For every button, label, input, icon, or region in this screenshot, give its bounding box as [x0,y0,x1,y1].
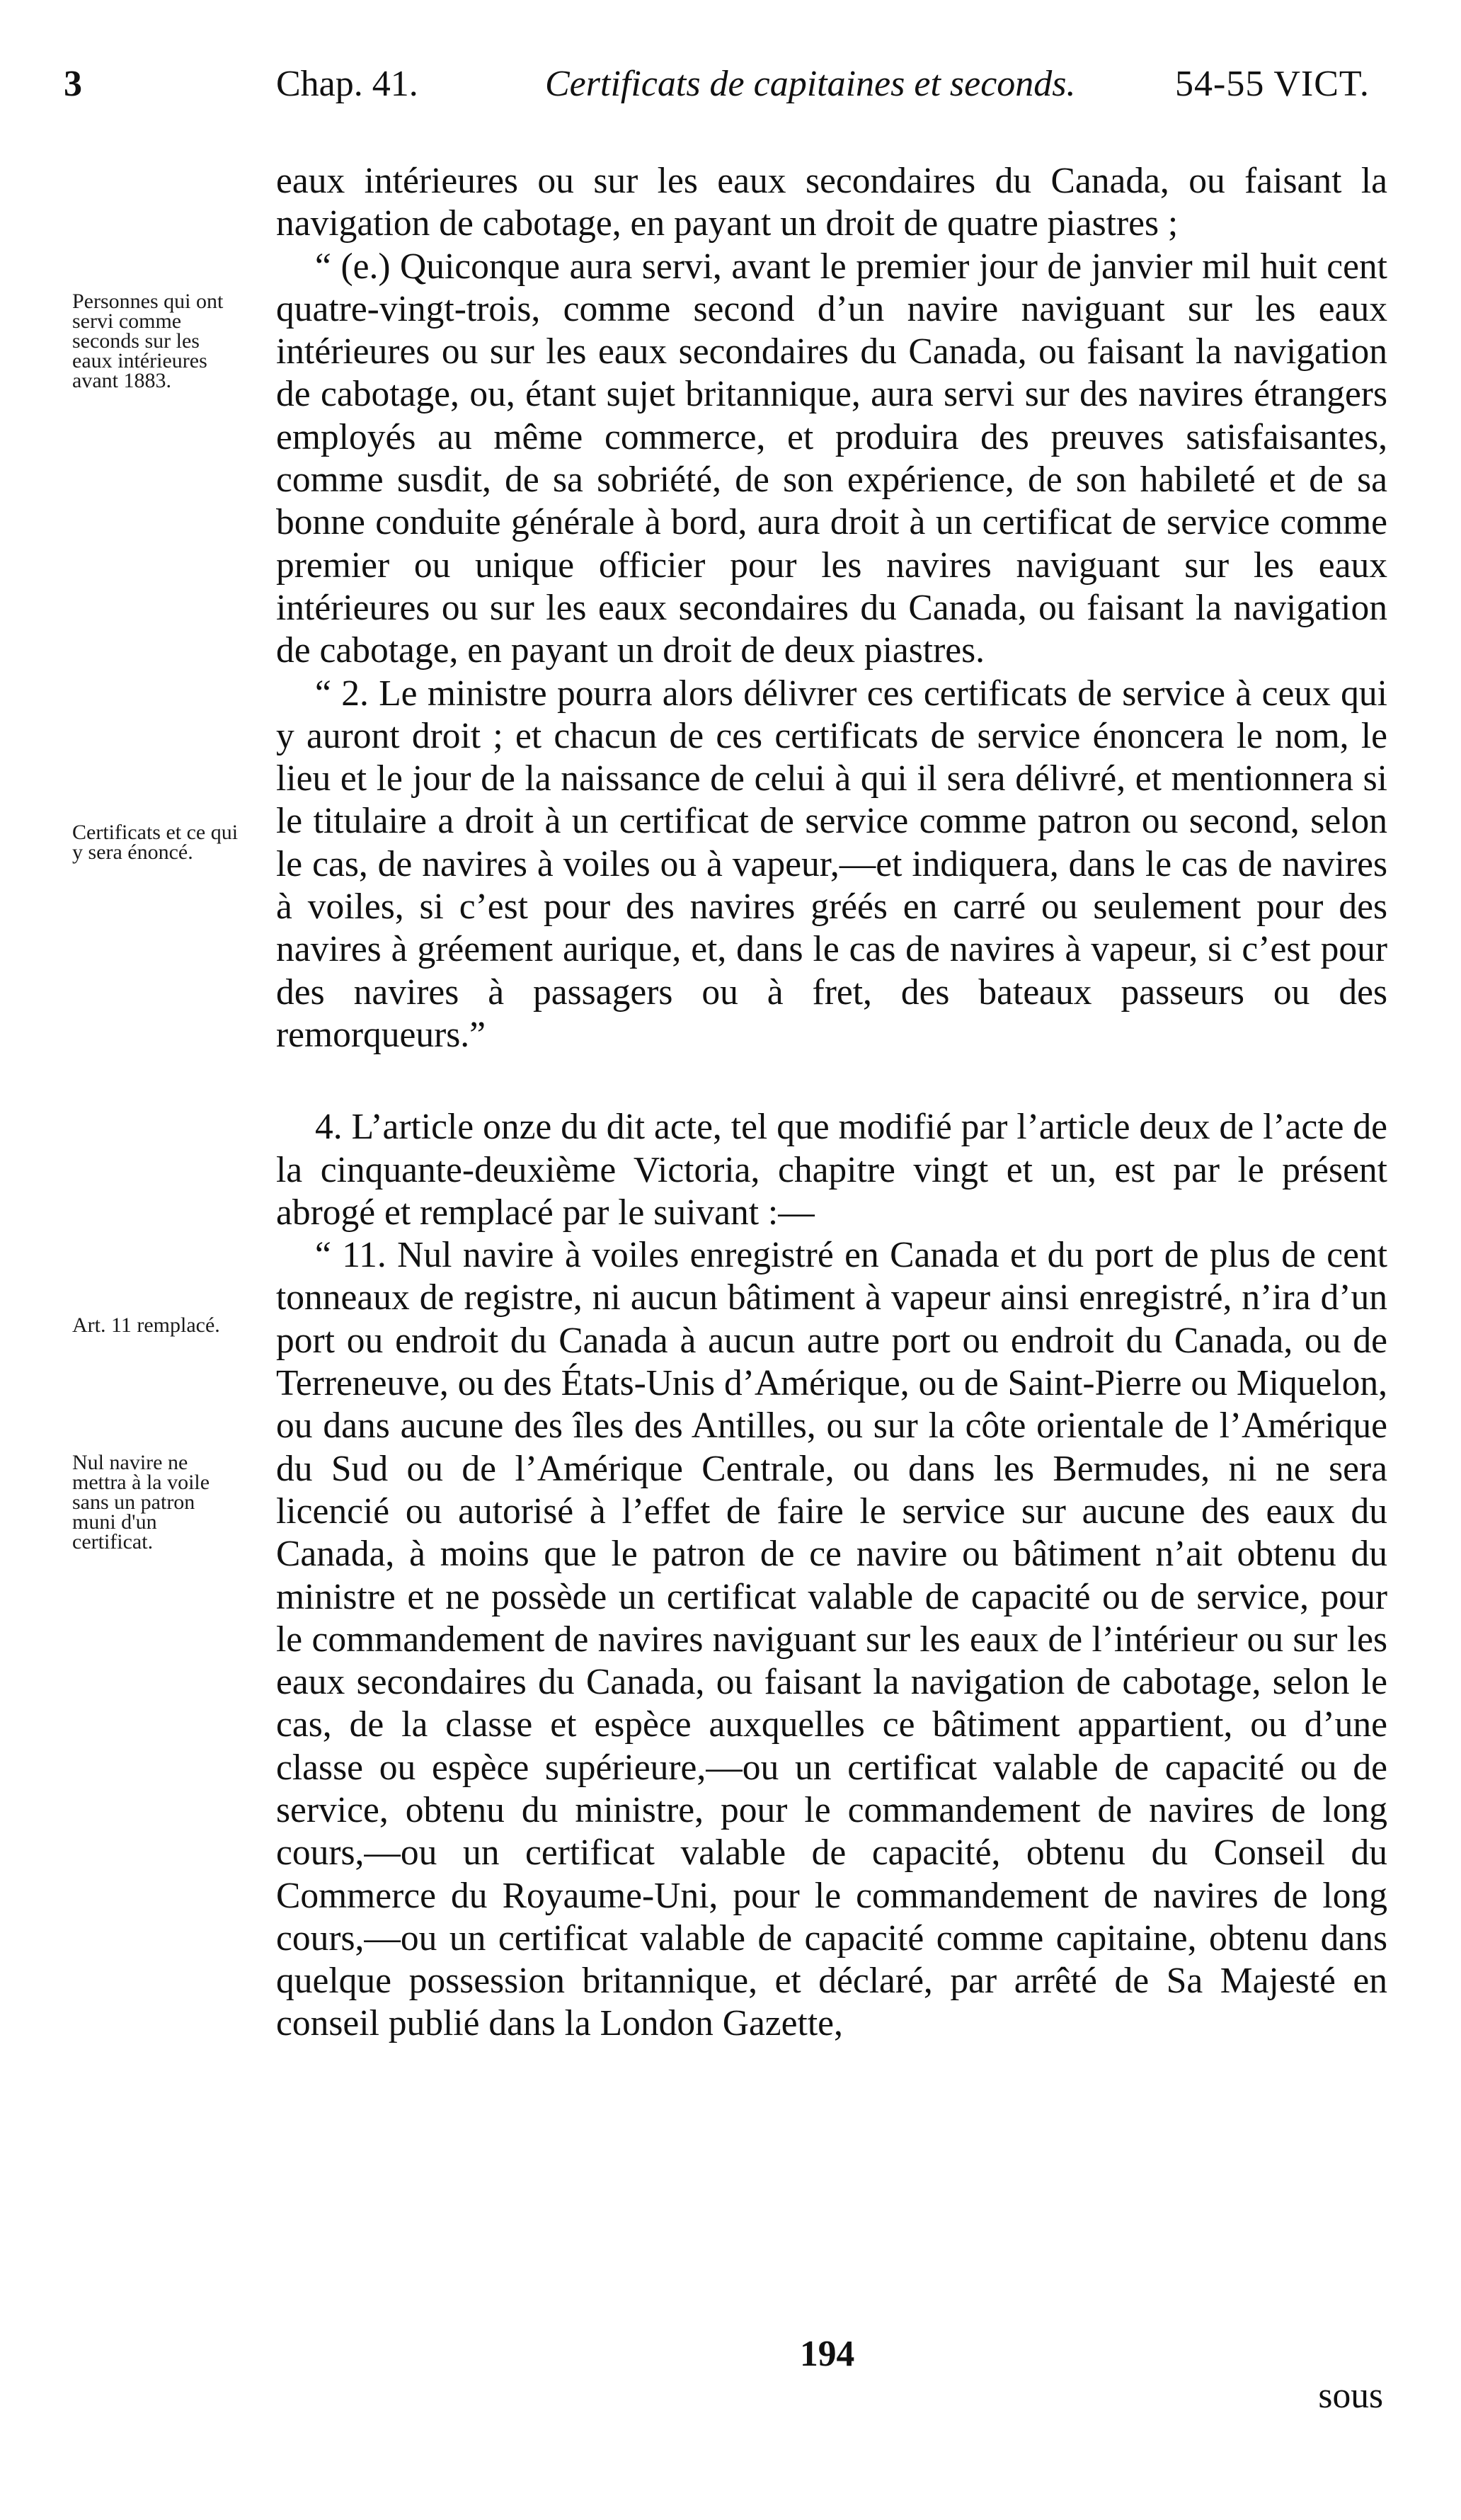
header-page-number: 3 [64,64,82,104]
page-header [0,0,1461,142]
margin-note: Nul navire ne mettra à la voile sans un patron muni d'un certificat. [72,1451,210,1553]
paragraph-section-4: 4. L’article onze du dit acte, tel que modifié par l’article deux de l’acte de la cinquante-deuxième Victoria, chapitre vingt et un, est par le présent abrogé et remplacé par le suivant :— [276,1107,1387,1233]
catchword: sous [1318,2376,1383,2416]
margin-note: Certificats et ce qui y sera énoncé. [72,821,239,864]
paragraph-continuation: eaux intérieures ou sur les eaux secondaires du Canada, ou faisant la navigation de cabotage, en payant un droit de quatre piastres ; [276,161,1387,244]
paragraph-subsection-2: “ 2. Le ministre pourra alors délivrer ces certificats de service à ceux qui y auront droit ; et chacun de ces certificats de service énoncera le nom, le lieu et le jour de la naissance de celui à qui il sera délivré, et mentionnera si le titulaire a droit à un certificat de service comme patron ou second, selon le cas, de navires à voiles ou à vapeur,—et indiquera, dans le cas de navires à voiles, si c’est pour des navires gréés en carré ou seulement pour des navires à gréement aurique, et, dans le cas de navires à vapeur, si c’est pour des navires à passagers ou à fret, des bateaux passeurs ou des remorqueurs.” [276,673,1387,1055]
header-chapter: Chap. 41. [276,64,418,104]
header-session: 54-55 VICT. [1175,64,1370,104]
margin-note: Personnes qui ont servi comme seconds sur les eaux intérieures avant 1883. [72,290,224,392]
header-title: Certificats de capitaines et seconds. [545,64,1076,104]
paragraph-section-11: “ 11. Nul navire à voiles enregistré en Canada et du port de plus de cent tonneaux de registre, ni aucun bâtiment à vapeur ainsi enregistré, n’ira d’un port ou endroit du Canada à aucun autre port ou endroit du Canada, ou de Terreneuve, ou des États-Unis d’Amérique, ou de Saint-Pierre ou Miquelon, ou dans aucune des îles des Antilles, ou sur la côte orientale de l’Amérique du Sud ou de l’Amérique Centrale, ou dans les Bermudes, ni ne sera licencié ou autorisé à l’effet de faire le service sur aucune des eaux du Canada, à moins que le patron de ce navire ou bâtiment n’ait obtenu du ministre et ne possède un certificat valable de capacité ou de service, pour le commandement de navires naviguant sur les eaux de l’intérieur ou sur les eaux secondaires du Canada, ou faisant la navigation de cabotage, selon le cas, de la classe et espèce auxquelles ce bâtiment appartient, ou d’une classe ou espèce supérieure,—ou un certificat valable de capacité ou de service, obtenu du ministre, pour le commandement de navires de long cours,—ou un certificat valable de capacité, obtenu du Conseil du Commerce du Royaume-Uni, pour le commandement de navires de long cours,—ou un certificat valable de capacité comme capitaine, obtenu dans quelque possession britannique, et déclaré, par arrêté de Sa Majesté en conseil publié dans la London Gazette, [276,1235,1387,2044]
paragraph-subsection-e: “ (e.) Quiconque aura servi, avant le premier jour de janvier mil huit cent quatre-vingt-trois, comme second d’un navire naviguant sur les eaux intérieures ou sur les eaux secondaires du Canada, ou faisant la navigation de cabotage, ou, étant sujet britannique, aura servi sur des navires étrangers employés au même commerce, et produira des preuves satisfaisantes, comme susdit, de sa sobriété, de son expérience, de son habileté et de sa bonne conduite générale à bord, aura droit à un certificat de service comme premier ou unique officier pour les navires naviguant sur les eaux intérieures ou sur les eaux secondaires du Canada, ou faisant la navigation de cabotage, en payant un droit de deux piastres. [276,246,1387,671]
body-text [276,160,1387,2046]
footer-page-number: 194 [800,2334,855,2374]
margin-note: Art. 11 remplacé. [72,1313,220,1337]
